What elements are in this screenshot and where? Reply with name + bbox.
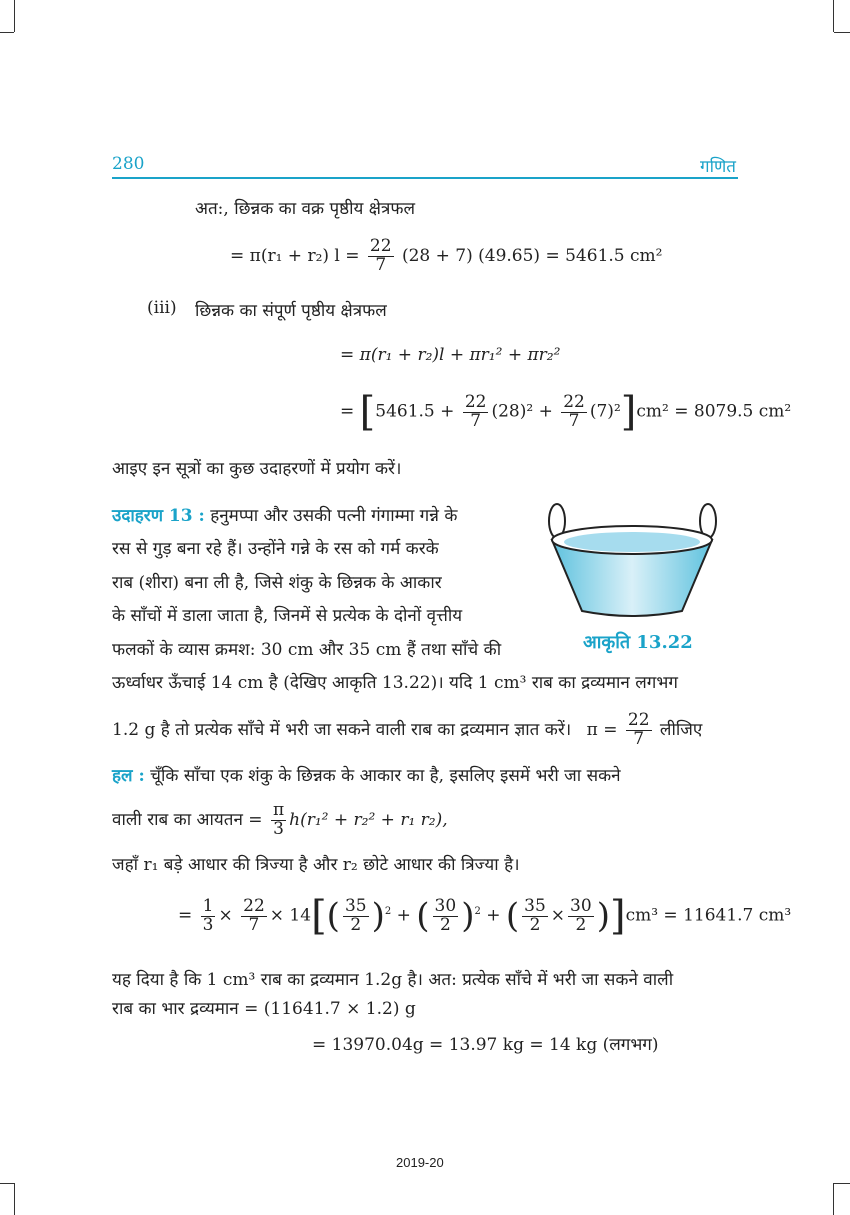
solution-line: हल : चूँकि साँचा एक शंकु के छिन्नक के आकार का है, इसलिए इसमें भरी जा सकने xyxy=(112,766,621,786)
text-line: छिन्नक का संपूर्ण पृष्ठीय क्षेत्रफल xyxy=(195,301,387,321)
text-line: यह दिया है कि 1 cm³ राब का द्रव्यमान 1.2g है। अत: प्रत्येक साँचे में भरी जा सकने वाली xyxy=(112,970,674,990)
example-line: रस से गुड़ बना रहे हैं। उन्होंने गन्ने के रस को गर्म करके xyxy=(112,539,439,559)
example-label: उदाहरण 13 : xyxy=(112,506,205,526)
text-line: अत:, छिन्नक का वक्र पृष्ठीय क्षेत्रफल xyxy=(195,199,415,219)
example-line: फलकों के व्यास क्रमश: 30 cm और 35 cm हैं तथा साँचे की xyxy=(112,640,502,660)
fraction: $\frac{22}{7}$ xyxy=(464,391,487,431)
equation-volume: = $\frac{1}{3}$ × $\frac{22}{7}$ × 14[( $\frac{35}{2}$ )$^2$ + ( $\frac{30}{2}$ )$^2$ + ( $\frac{35}{2}$ × $\frac{30}{2}$ )]cm³ = 11641.7 cm³ xyxy=(178,893,792,939)
text-line: राब का भार द्रव्यमान = (11641.7 × 1.2) g xyxy=(112,999,416,1019)
solution-line: वाली राब का आयतन = $\frac{\pi}{3}$ h(r₁² + r₂² + r₁ r₂), xyxy=(112,800,448,839)
eq-text: = π(r₁ + r₂) l = xyxy=(230,245,360,266)
example-line: ऊर्ध्वाधर ऊँचाई 14 cm है (देखिए आकृति 13.22)। यदि 1 cm³ राब का द्रव्यमान लगभग xyxy=(112,673,678,693)
footer-year: 2019-20 xyxy=(396,1155,444,1170)
crop-mark-tl-h xyxy=(0,32,14,33)
final-equation: = 13970.04g = 13.97 kg = 14 kg (लगभग) xyxy=(312,1035,659,1055)
crop-mark-br-h xyxy=(834,1183,850,1184)
part-label: (iii) xyxy=(147,298,177,318)
figure-caption: आकृति 13.22 xyxy=(583,632,693,653)
solution-label: हल : xyxy=(112,766,145,786)
crop-mark-bl-h xyxy=(0,1183,14,1184)
equation-total-area: = π(r₁ + r₂)l + πr₁² + πr₂² xyxy=(340,345,561,365)
example-line: 1.2 g है तो प्रत्येक साँचे में भरी जा सकने वाली राब का द्रव्यमान ज्ञात करें। π = $\frac{22}{7}$ लीजिए xyxy=(112,710,703,749)
page-number: 280 xyxy=(112,154,145,174)
text-line: आइए इन सूत्रों का कुछ उदाहरणों में प्रयोग करें। xyxy=(112,459,402,479)
fraction: $\frac{22}{7}$ xyxy=(563,391,585,431)
solution-line: जहाँ r₁ बड़े आधार की त्रिज्या है और r₂ छोटे आधार की त्रिज्या है। xyxy=(112,855,520,875)
crop-mark-br-v xyxy=(833,1183,834,1215)
example-line: उदाहरण 13 : हनुमप्पा और उसकी पत्नी गंगाम्मा गन्ने के xyxy=(112,506,458,526)
vessel-figure xyxy=(540,495,725,625)
header-rule xyxy=(112,177,738,179)
eq-text: (28 + 7) (49.65) = 5461.5 cm² xyxy=(401,245,663,266)
example-line: के साँचों में डाला जाता है, जिनमें से प्रत्येक के दोनों वृत्तीय xyxy=(112,606,463,626)
crop-mark-tr-v xyxy=(833,0,834,32)
equation-curved-area xyxy=(230,238,662,275)
subject-title: गणित xyxy=(700,157,736,177)
fraction: $\frac{\pi}{3}$ xyxy=(272,800,285,839)
crop-mark-bl-v xyxy=(14,1183,15,1215)
crop-mark-tl-v xyxy=(14,0,15,32)
equation-total-area-value: = [5461.5 + $\frac{22}{7}$ (28)² + $\frac{22}{7}$ (7)²]cm² = 8079.5 cm² xyxy=(340,389,792,435)
example-line: राब (शीरा) बना ली है, जिसे शंकु के छिन्नक के आकार xyxy=(112,573,442,593)
fraction: $\frac{22}{7}$ xyxy=(369,236,392,275)
crop-mark-tr-h xyxy=(834,32,850,33)
fraction: $\frac{22}{7}$ xyxy=(627,710,650,749)
